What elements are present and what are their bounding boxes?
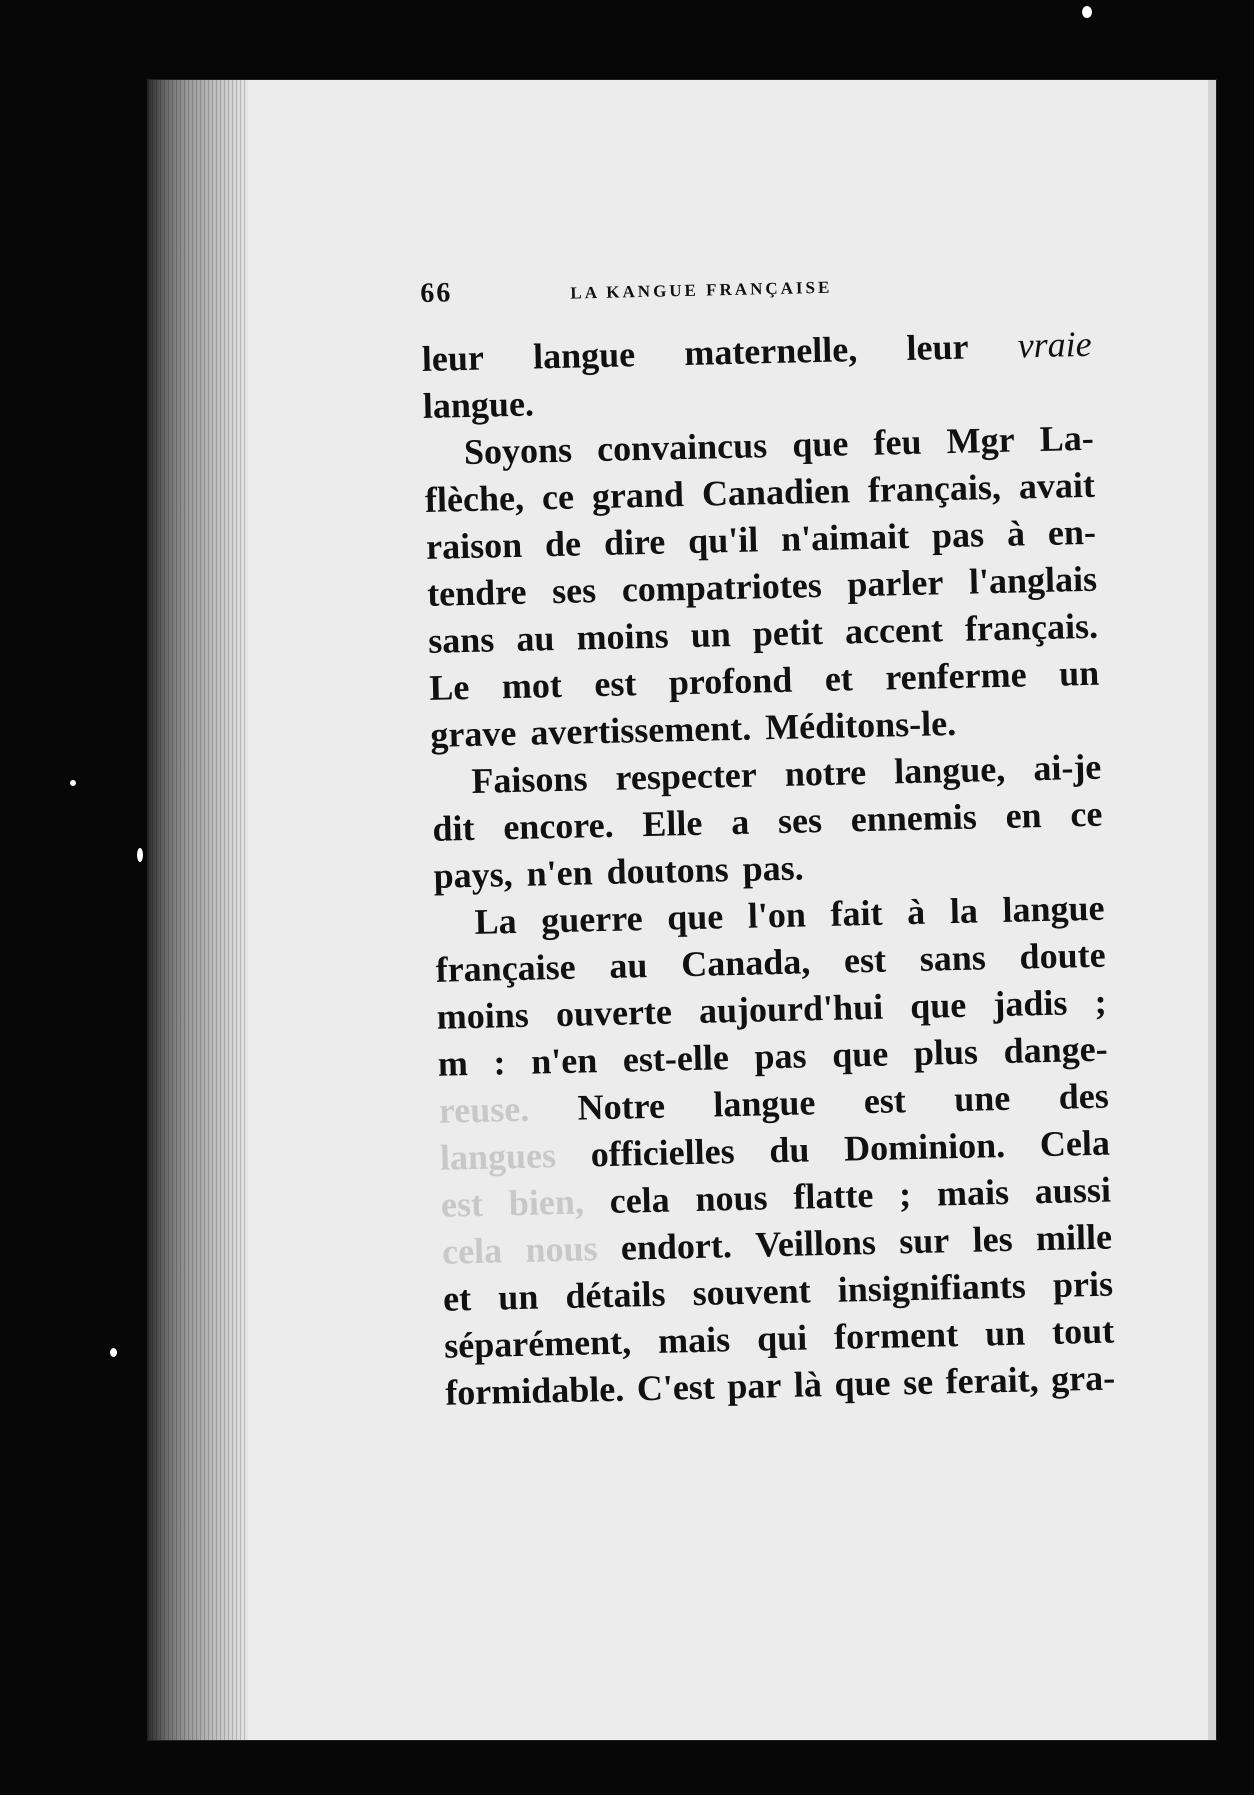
word: grave <box>429 712 517 755</box>
word: que <box>831 1033 889 1075</box>
word: qu'il <box>687 519 759 561</box>
word: La- <box>1039 417 1095 459</box>
word: C'est <box>636 1366 716 1409</box>
word: flèche, <box>424 477 525 520</box>
word: ; <box>1094 981 1108 1022</box>
word: des <box>1058 1075 1110 1117</box>
word: qui <box>756 1317 808 1359</box>
word: en- <box>1047 511 1097 553</box>
word: a <box>730 801 750 843</box>
word: détails <box>565 1273 666 1316</box>
word: langue <box>1002 887 1105 930</box>
word: Soyons <box>463 429 573 473</box>
word: sans <box>919 937 987 979</box>
word: est <box>863 1080 907 1122</box>
word: ses <box>551 570 597 612</box>
word: formidable. <box>444 1368 625 1413</box>
word: vraie <box>1017 323 1093 366</box>
word: l'anglais <box>968 558 1098 602</box>
word: profond <box>668 659 793 703</box>
word: doutons <box>606 849 730 892</box>
page-number: 66 <box>420 277 453 309</box>
word: bien, <box>508 1181 585 1224</box>
word: est <box>593 663 637 705</box>
word: ouverte <box>555 991 673 1035</box>
word: n'aimait <box>780 515 910 559</box>
word: endort. <box>620 1225 733 1268</box>
word: Elle <box>641 802 703 845</box>
word: dit <box>432 807 475 849</box>
word: là <box>793 1364 823 1405</box>
word: leur <box>421 337 485 379</box>
word: que <box>834 1362 891 1404</box>
word: se <box>902 1361 934 1403</box>
word: et <box>442 1278 472 1319</box>
word: que <box>791 423 849 465</box>
word: ses <box>777 800 823 842</box>
word: maternelle, <box>683 329 858 374</box>
word: les <box>972 1218 1014 1260</box>
word: Mgr <box>946 419 1016 462</box>
word: est <box>843 939 887 981</box>
word: reuse. <box>438 1088 530 1131</box>
word: cela <box>441 1230 503 1272</box>
scan-speck <box>110 1348 117 1357</box>
word: plus <box>913 1031 979 1073</box>
scan-speck <box>137 848 143 862</box>
word: du <box>768 1129 810 1171</box>
word: ce <box>1069 793 1103 835</box>
word: Le <box>428 666 470 708</box>
word: moins <box>436 994 530 1037</box>
word: cela <box>609 1179 671 1221</box>
word: mais <box>657 1319 731 1361</box>
word: officielles <box>590 1131 736 1175</box>
word: française <box>435 946 577 990</box>
word: de <box>544 523 582 565</box>
word: dire <box>603 521 666 563</box>
word: sans <box>427 619 495 661</box>
word: que <box>909 984 967 1027</box>
word: nous <box>695 1177 768 1219</box>
word: séparément, <box>443 1321 632 1366</box>
word: tendre <box>426 571 527 614</box>
word: renferme <box>884 654 1027 698</box>
word: encore. <box>502 804 615 848</box>
word: ferait, <box>945 1359 1040 1402</box>
word: un <box>984 1312 1026 1354</box>
word: notre <box>784 752 867 794</box>
word: l'on <box>747 894 807 936</box>
word: langue. <box>422 383 535 426</box>
word: : <box>493 1042 506 1083</box>
word: n'en <box>530 1040 598 1082</box>
word: parler <box>846 562 944 605</box>
word: une <box>953 1077 1011 1120</box>
word: Veillons <box>754 1221 877 1265</box>
word: Notre <box>577 1085 666 1128</box>
word: aussi <box>1034 1169 1112 1212</box>
word: guerre <box>540 898 644 941</box>
word: Canadien <box>701 470 851 514</box>
word: respecter <box>615 754 758 798</box>
scan-speck <box>70 780 76 786</box>
word: pays, <box>433 854 514 896</box>
word: langues <box>439 1135 557 1178</box>
word: feu <box>873 421 922 463</box>
page-fore-edge <box>1208 80 1216 1740</box>
word: pas <box>931 514 985 556</box>
word: forment <box>833 1314 959 1357</box>
word: aujourd'hui <box>698 986 884 1031</box>
word: que <box>666 896 724 938</box>
word: pas <box>754 1035 807 1077</box>
word: doute <box>1019 934 1106 977</box>
word: langue <box>712 1082 816 1125</box>
body-text <box>421 321 1115 1417</box>
word: leur <box>905 326 969 368</box>
word: Dominion. <box>843 1124 1006 1169</box>
word: Faisons <box>470 758 588 801</box>
word: un <box>497 1276 539 1318</box>
word: La <box>474 900 518 942</box>
word: souvent <box>692 1270 812 1314</box>
word: à <box>906 891 926 933</box>
word: Canada, <box>680 941 811 985</box>
word: n'en <box>526 852 594 894</box>
word: ; <box>898 1174 912 1215</box>
word: ai-je <box>1032 746 1102 789</box>
word: pas. <box>742 847 805 889</box>
word: avertissement. <box>529 707 752 753</box>
word: en <box>1005 795 1042 836</box>
word: un <box>1058 652 1100 694</box>
word: Cela <box>1039 1122 1111 1165</box>
word: m <box>437 1043 469 1084</box>
word: français. <box>964 605 1099 649</box>
page-gutter-texture <box>148 80 248 1740</box>
scan-speck <box>1082 6 1092 18</box>
word: flatte <box>792 1174 874 1217</box>
word: ennemis <box>850 796 978 840</box>
word: accent <box>844 609 944 652</box>
page-text-block <box>420 263 1116 1417</box>
word: est-elle <box>622 1037 730 1080</box>
word: pris <box>1052 1263 1114 1305</box>
word: avait <box>1018 464 1096 507</box>
word: un <box>690 614 732 655</box>
word: et <box>824 658 854 699</box>
word: Méditons-le. <box>764 702 957 748</box>
word: par <box>726 1365 782 1407</box>
word: au <box>608 945 648 986</box>
word: petit <box>752 611 824 654</box>
word: nous <box>524 1228 598 1270</box>
word: mille <box>1035 1216 1113 1259</box>
word: est <box>440 1183 484 1225</box>
word: sur <box>898 1220 950 1262</box>
word: jadis <box>992 982 1068 1025</box>
word: à <box>1006 513 1026 554</box>
word: ce <box>541 476 575 518</box>
word: langue <box>532 334 636 377</box>
word: raison <box>425 524 523 567</box>
word: compatriotes <box>621 564 823 610</box>
word: au <box>515 618 555 659</box>
word: mais <box>936 1171 1010 1214</box>
word: français, <box>867 466 1002 510</box>
word: moins <box>576 615 670 658</box>
word: gra- <box>1050 1357 1116 1399</box>
word: mot <box>501 664 563 707</box>
word: grand <box>591 474 685 517</box>
word: dange- <box>1003 1028 1109 1071</box>
word: langue, <box>893 748 1006 792</box>
word: insignifiants <box>837 1265 1027 1310</box>
word: tout <box>1051 1310 1115 1352</box>
word: fait <box>830 892 883 934</box>
running-head-title: LA KANGUE FRANÇAISE <box>570 277 833 303</box>
word: convaincus <box>596 425 768 470</box>
word: la <box>949 890 979 932</box>
